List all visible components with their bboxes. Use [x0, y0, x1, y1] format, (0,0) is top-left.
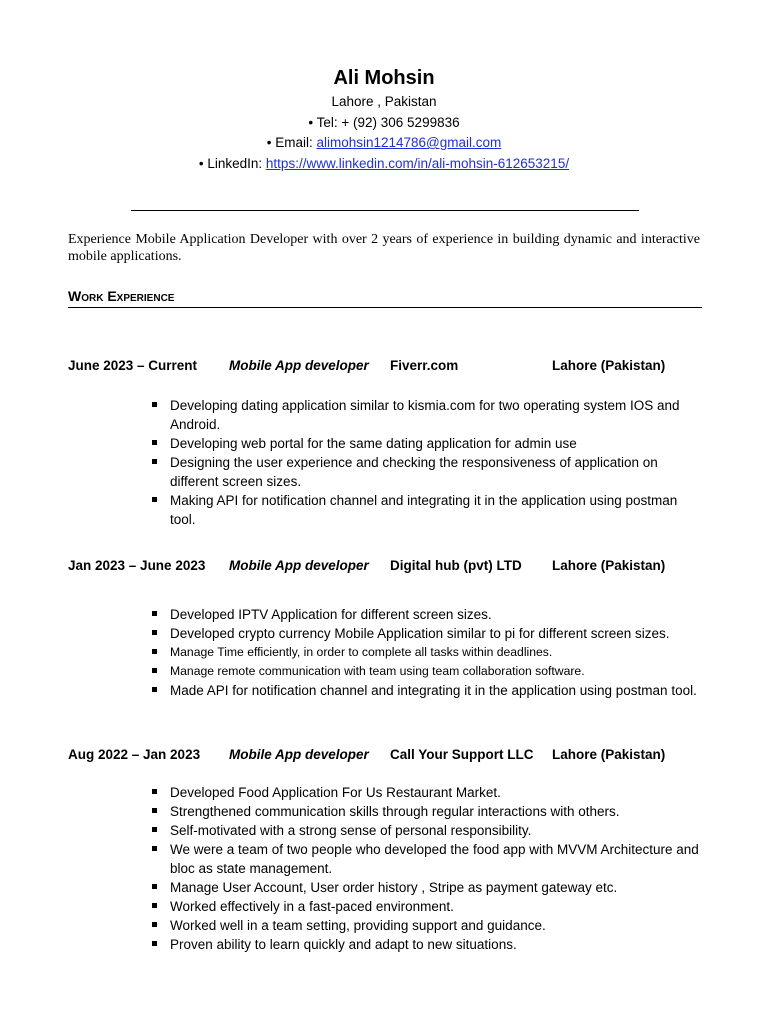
bullet-text: Developed Food Application For Us Restaurant Market. — [170, 785, 501, 800]
bullet-text: Developing web portal for the same dating application for admin use — [170, 436, 577, 451]
list-item — [150, 840, 702, 878]
work-experience-heading: Work Experience — [68, 287, 702, 308]
candidate-name: Ali Mohsin — [333, 67, 435, 89]
list-item — [150, 434, 702, 453]
bullet-text: Made API for notification channel and integrating it in the application using postman tool. — [170, 683, 697, 698]
email-line — [0, 133, 768, 154]
list-item — [150, 643, 702, 662]
square-bullet-icon — [152, 903, 157, 908]
bullet-text: We were a team of two people who developed the food app with MVVM Architecture and bloc as state management. — [170, 842, 699, 876]
square-bullet-icon — [152, 402, 157, 407]
list-item — [150, 878, 702, 897]
list-item — [150, 491, 702, 529]
header-divider — [131, 210, 639, 211]
square-bullet-icon — [152, 941, 157, 946]
list-item — [150, 935, 702, 954]
job-bullet-list — [150, 783, 702, 954]
list-item — [150, 681, 702, 700]
linkedin-label: • LinkedIn: — [198, 155, 266, 171]
job-header — [68, 745, 708, 765]
square-bullet-icon — [152, 459, 157, 464]
bullet-text: Manage User Account, User order history , Stripe as payment gateway etc. — [170, 880, 618, 895]
square-bullet-icon — [152, 668, 157, 673]
square-bullet-icon — [152, 497, 157, 502]
job-company: Digital hub (pvt) LTD — [390, 558, 522, 573]
job-title: Mobile App developer — [229, 358, 369, 373]
job-company: Fiverr.com — [390, 358, 459, 373]
list-item — [150, 897, 702, 916]
bullet-text: Strengthened communication skills through regular interactions with others. — [170, 804, 620, 819]
bullet-text: Developing dating application similar to kismia.com for two operating system IOS and Android. — [170, 398, 680, 432]
location-line: Lahore , Pakistan — [331, 94, 437, 109]
list-item — [150, 802, 702, 821]
job-title: Mobile App developer — [229, 558, 369, 573]
list-item — [150, 783, 702, 802]
bullet-text: Self-motivated with a strong sense of personal responsibility. — [170, 823, 532, 838]
bullet-text: Worked well in a team setting, providing support and guidance. — [170, 918, 546, 933]
square-bullet-icon — [152, 922, 157, 927]
resume-header — [0, 64, 768, 174]
profile-summary: Experience Mobile Application Developer with over 2 years of experience in building dynamic and interactive mobile applications. — [68, 232, 700, 264]
square-bullet-icon — [152, 846, 157, 851]
email-link[interactable]: alimohsin1214786@gmail.com — [316, 135, 502, 150]
list-item — [150, 396, 702, 434]
list-item — [150, 916, 702, 935]
job-bullet-list — [150, 605, 702, 700]
job-header — [68, 356, 708, 376]
bullet-text: Worked effectively in a fast-paced environment. — [170, 899, 454, 914]
list-item — [150, 624, 702, 643]
job-bullet-list — [150, 396, 702, 529]
job-location: Lahore (Pakistan) — [552, 747, 666, 762]
bullet-text: Proven ability to learn quickly and adapt to new situations. — [170, 937, 517, 952]
square-bullet-icon — [152, 630, 157, 635]
square-bullet-icon — [152, 808, 157, 813]
job-date: Jan 2023 – June 2023 — [68, 558, 206, 573]
job-header — [68, 556, 708, 576]
list-item — [150, 662, 702, 681]
job-date: Aug 2022 – Jan 2023 — [68, 747, 201, 762]
bullet-text: Developed crypto currency Mobile Application similar to pi for different screen sizes. — [170, 626, 670, 641]
square-bullet-icon — [152, 827, 157, 832]
bullet-text: Developed IPTV Application for different screen sizes. — [170, 607, 492, 622]
list-item — [150, 605, 702, 624]
bullet-text: Manage remote communication with team using team collaboration software. — [170, 664, 585, 678]
bullet-text: Designing the user experience and checking the responsiveness of application on different screen sizes. — [170, 455, 658, 489]
square-bullet-icon — [152, 649, 157, 654]
job-company: Call Your Support LLC — [390, 747, 534, 762]
square-bullet-icon — [152, 440, 157, 445]
bullet-text: Manage Time efficiently, in order to complete all tasks within deadlines. — [170, 645, 553, 659]
square-bullet-icon — [152, 687, 157, 692]
email-label: • Email: — [266, 135, 317, 150]
square-bullet-icon — [152, 611, 157, 616]
list-item — [150, 453, 702, 491]
job-date: June 2023 – Current — [68, 358, 198, 373]
job-location: Lahore (Pakistan) — [552, 558, 666, 573]
job-title: Mobile App developer — [229, 747, 369, 762]
bullet-text: Making API for notification channel and integrating it in the application using postman tool. — [170, 493, 678, 527]
phone-line: • Tel: + (92) 306 5299836 — [308, 114, 460, 130]
linkedin-link[interactable]: https://www.linkedin.com/in/ali-mohsin-612653215/ — [265, 155, 570, 171]
square-bullet-icon — [152, 884, 157, 889]
list-item — [150, 821, 702, 840]
job-location: Lahore (Pakistan) — [552, 358, 666, 373]
linkedin-line — [0, 154, 768, 175]
square-bullet-icon — [152, 789, 157, 794]
